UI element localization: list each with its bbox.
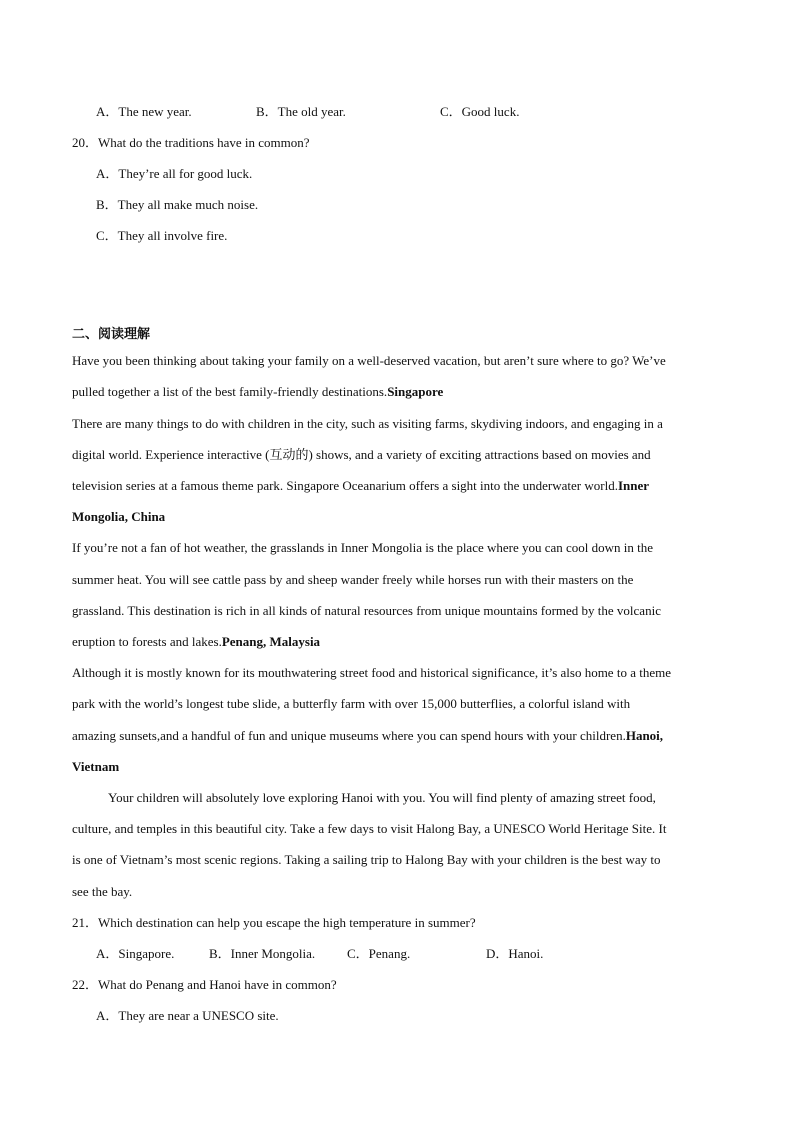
hanoi-line-1: Your children will absolutely love exploring Hanoi with you. You will find plenty of amazing street food, [108, 790, 656, 805]
singapore-line-2: digital world. Experience interactive (互动的) shows, and a variety of exciting attractions based on movies and [72, 447, 651, 462]
q19-option-a: A．The new year. [96, 104, 192, 119]
destination-inner-mongolia-part2: Mongolia, China [72, 509, 166, 524]
inner-mongolia-line-1: If you’re not a fan of hot weather, the grasslands in Inner Mongolia is the place where you can cool down in the [72, 540, 654, 555]
hanoi-line-2: culture, and temples in this beautiful city. Take a few days to visit Halong Bay, a UNESCO World Heritage Site. It [72, 821, 667, 836]
q21-question: 21．Which destination can help you escape the high temperature in summer? [72, 915, 476, 930]
q21-option-c: C．Penang. [347, 946, 411, 961]
inner-mongolia-text: eruption to forests and lakes. [72, 634, 222, 649]
q22-question: 22．What do Penang and Hanoi have in common? [72, 977, 337, 992]
destination-penang: Penang, Malaysia [221, 634, 321, 649]
inner-mongolia-line-2: summer heat. You will see cattle pass by and sheep wander freely while horses run with their masters on the [72, 572, 634, 587]
singapore-line-3 [72, 478, 649, 494]
q21-option-b: B．Inner Mongolia. [209, 946, 316, 961]
destination-singapore: Singapore [387, 384, 444, 399]
hanoi-line-3: is one of Vietnam’s most scenic regions. Taking a sailing trip to Halong Bay with your children is the best way to [72, 852, 661, 867]
q21-option-d: D．Hanoi. [486, 946, 544, 961]
q20-question: 20．What do the traditions have in common? [72, 135, 310, 150]
inner-mongolia-line-3: grassland. This destination is rich in all kinds of natural resources from unique mountains formed by the volcanic [72, 603, 661, 618]
penang-line-1: Although it is mostly known for its mouthwatering street food and historical significance, it’s also home to a theme [72, 665, 671, 680]
destination-hanoi-part1: Hanoi, [625, 728, 664, 743]
q20-option-c: C．They all involve fire. [96, 228, 228, 243]
intro-line-1: Have you been thinking about taking your family on a well-deserved vacation, but aren’t sure where to go? We’ve [72, 353, 666, 368]
section-heading: 二、阅读理解 [72, 326, 151, 341]
penang-line-3 [72, 728, 663, 744]
inner-mongolia-line-4 [72, 634, 320, 650]
singapore-line-1: There are many things to do with children in the city, such as visiting farms, skydiving indoors, and engaging in a [72, 416, 663, 431]
q21-option-a: A．Singapore. [96, 946, 175, 961]
destination-hanoi-part2: Vietnam [72, 759, 120, 774]
penang-line-2: park with the world’s longest tube slide, a butterfly farm with over 15,000 butterflies, a colorful island with [72, 696, 631, 711]
hanoi-line-4: see the bay. [72, 884, 133, 899]
singapore-text: television series at a famous theme park. Singapore Oceanarium offers a sight into the underwater world. [72, 478, 618, 493]
q20-option-a: A．They’re all for good luck. [96, 166, 253, 181]
penang-text: amazing sunsets,and a handful of fun and unique museums where you can spend hours with your children. [72, 728, 626, 743]
intro-text: pulled together a list of the best family-friendly destinations. [72, 384, 388, 399]
q19-option-b: B．The old year. [256, 104, 346, 119]
q20-option-b: B．They all make much noise. [96, 197, 259, 212]
q22-option-a: A．They are near a UNESCO site. [96, 1008, 279, 1023]
intro-line-2 [72, 384, 443, 400]
destination-inner-mongolia-part1: Inner [617, 478, 650, 493]
q19-option-c: C．Good luck. [440, 104, 520, 119]
